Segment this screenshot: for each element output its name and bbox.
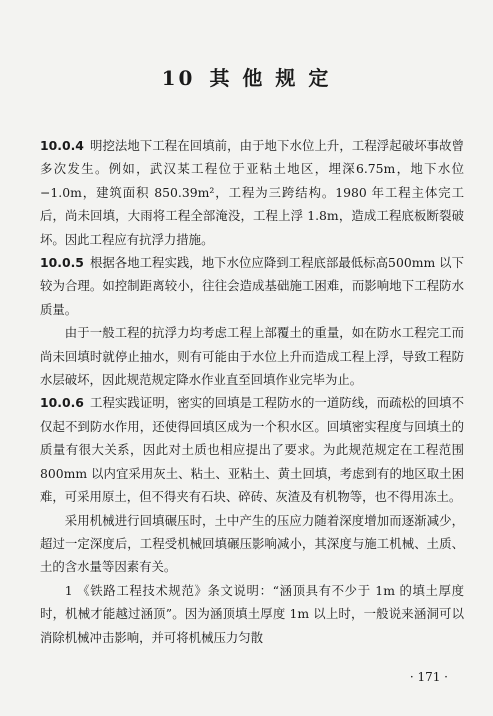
paragraph-text: 工程实践证明，密实的回填是工程防水的一道防线，而疏松的回填不仅起不到防水作用，还使得回填区成为一个积水区。回填密实程度与回填土的质量有很大关系，因此对土质也相应提出了要求。为此规范规定在工程范围 800mm 以内宜采用灰土、粘土、亚粘土、黄土回填，考虑到有的地区取土困难，可采用原土，但不得夹有石块、碎砖、灰渣及有机物等，也不得用冻土。 [40,395,464,505]
paragraph-text: 明挖法地下工程在回填前，由于地下水位上升，工程浮起破坏事故曾多次发生。例如，武汉某工程位于亚粘土地区，埋深6.75m，地下水位−1.0m，建筑面积 850.39m²，工程为三跨结构。1980 年工程主体完工后，尚未回填，大雨将工程全部淹没，工程上浮 1.8m，造成工程底板断裂破坏。因此工程应有抗浮力措施。 [40,138,464,247]
paragraph-text: 根据各地工程实践，地下水位应降到工程底部最低标高500mm 以下较为合理。如控制距离较小，往往会造成基础施工困难，而影响地下工程防水质量。 [40,255,464,317]
paragraph-clause-10-0-6 [40,391,464,508]
clause-number: 10.0.6 [40,395,84,411]
paragraph [40,321,464,391]
chapter-number: 10 [161,66,196,90]
page-number: · 171 · [409,670,448,684]
paragraph-clause-10-0-4 [40,134,464,251]
clause-number: 10.0.4 [40,138,84,153]
paragraph-text: 1 《铁路工程技术规范》条文说明：“涵顶具有不少于 1m 的填土厚度时，机械才能越过涵顶”。因为涵顶填土厚度 1m 以上时，一般说来涵洞可以消除机械冲击影响，并可将机械压力匀散 [40,582,464,645]
chapter-heading [0,62,493,91]
paragraph-text: 采用机械进行回填碾压时，土中产生的压应力随着深度增加而逐渐减少，超过一定深度后，工程受机械回填碾压影响减小，其深度与施工机械、土质、土的含水量等因素有关。 [40,512,464,575]
paragraph [40,509,464,579]
body-text [40,134,464,649]
chapter-title: 其 他 规 定 [209,66,332,90]
paragraph-text: 由于一般工程的抗浮力均考虑工程上部覆土的重量，如在防水工程完工而尚未回填时就停止抽水，则有可能由于水位上升而造成工程上浮，导致工程防水层破坏，因此规范规定降水作业直至回填作业完毕为止。 [40,325,464,388]
paragraph-list-item [40,579,464,649]
paragraph-clause-10-0-5 [40,251,464,321]
clause-number: 10.0.5 [40,255,84,271]
